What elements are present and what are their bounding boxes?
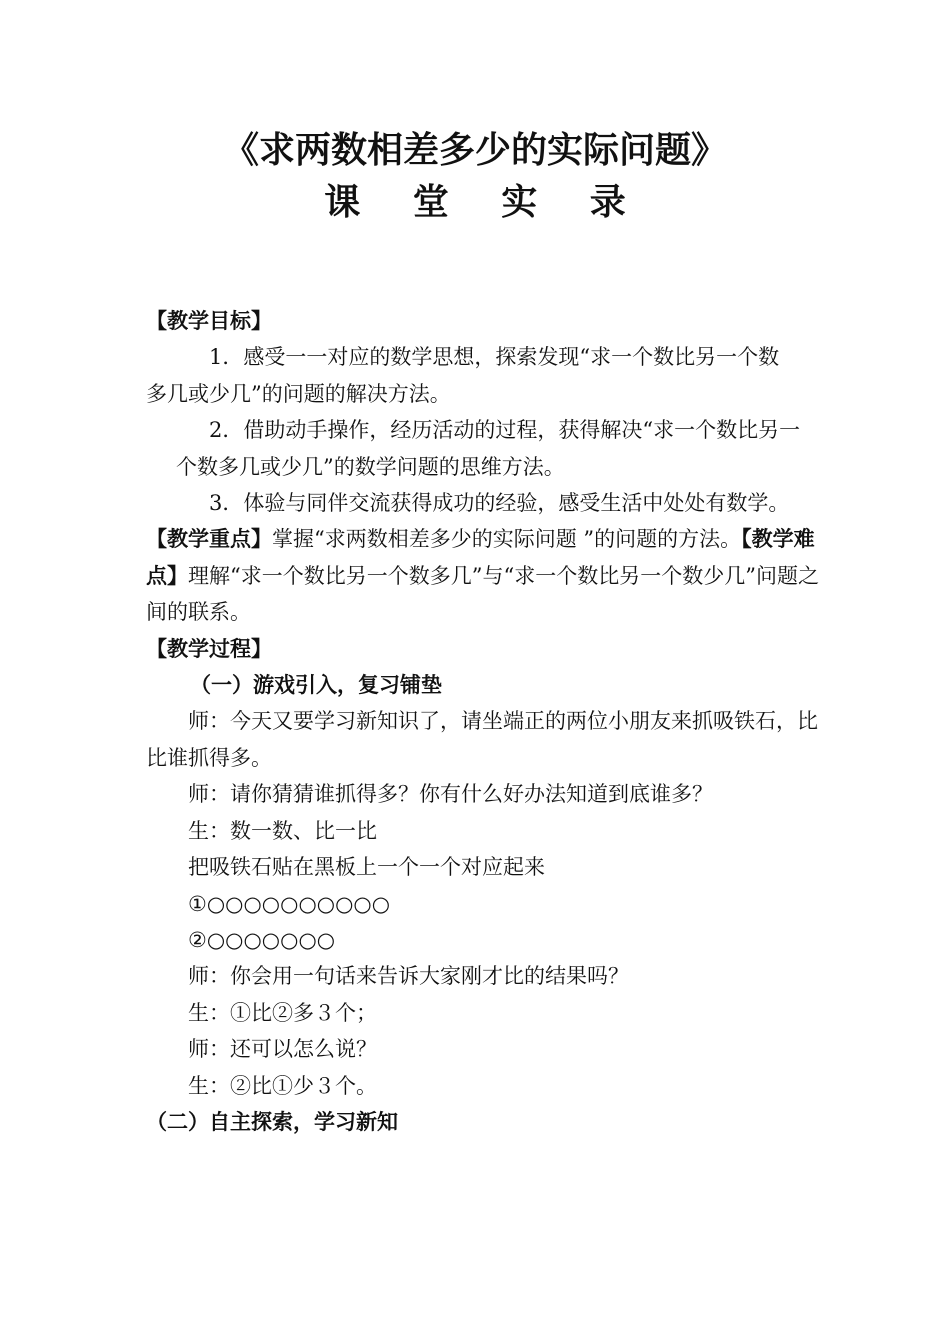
goal-2-line-2: 个数多几或少几”的数学问题的思维方法。 [176,454,565,479]
document-body [146,303,826,1140]
document-subtitle: 课 堂 实 录 [324,181,646,223]
section-1-heading: （一）游戏引入，复习铺垫 [190,672,442,698]
key-and-difficulty-paragraph [146,521,826,630]
goal-1-line-2: 多几或少几”的问题的解决方法。 [146,381,451,406]
key-points-text: 掌握“求两数相差多少的实际问题 ”的问题的方法。 [272,527,742,552]
goal-3: 3．体验与同伴交流获得成功的经验，感受生活中处处有数学。 [209,491,790,516]
difficulty-text: 理解“求一个数比另一个数多几”与“求一个数比另一个数少几”问题之间的联系。 [146,563,819,625]
paragraph-magnets: 把吸铁石贴在黑板上一个一个对应起来 [188,855,545,880]
difficulty-label: 【教学难点】 [146,526,815,588]
document-title: 《求两数相差多少的实际问题》 [222,129,727,171]
paragraph-teacher-3: 师：你会用一句话来告诉大家刚才比的结果吗？ [188,964,629,989]
section-2-heading: （二）自主探索，学习新知 [146,1108,398,1134]
paragraph-teacher-4: 师：还可以怎么说？ [188,1037,377,1062]
key-points-label: 【教学重点】 [146,526,272,552]
circle-row-2: ②○○○○○○○ [188,927,336,952]
goals-heading: 【教学目标】 [146,308,272,333]
paragraph-student-1: 生：数一数、比一比 [188,818,377,843]
goal-1-line-1: 1．感受一一对应的数学思想，探索发现“求一个数比另一个数 [209,345,780,370]
circle-row-1: ①○○○○○○○○○○ [188,891,391,916]
goal-2-line-1: 2．借助动手操作，经历活动的过程，获得解决“求一个数比另一 [209,418,801,443]
paragraph-student-3: 生：②比①少３个。 [188,1073,377,1098]
paragraph-teacher-1: 师：今天又要学习新知识了，请坐端正的两位小朋友来抓吸铁石，比比谁抓得多。 [146,709,818,770]
process-heading: 【教学过程】 [146,635,272,661]
paragraph-student-2: 生：①比②多３个； [188,1000,377,1025]
paragraph-teacher-2: 师：请你猜猜谁抓得多？你有什么好办法知道到底谁多？ [188,782,713,807]
